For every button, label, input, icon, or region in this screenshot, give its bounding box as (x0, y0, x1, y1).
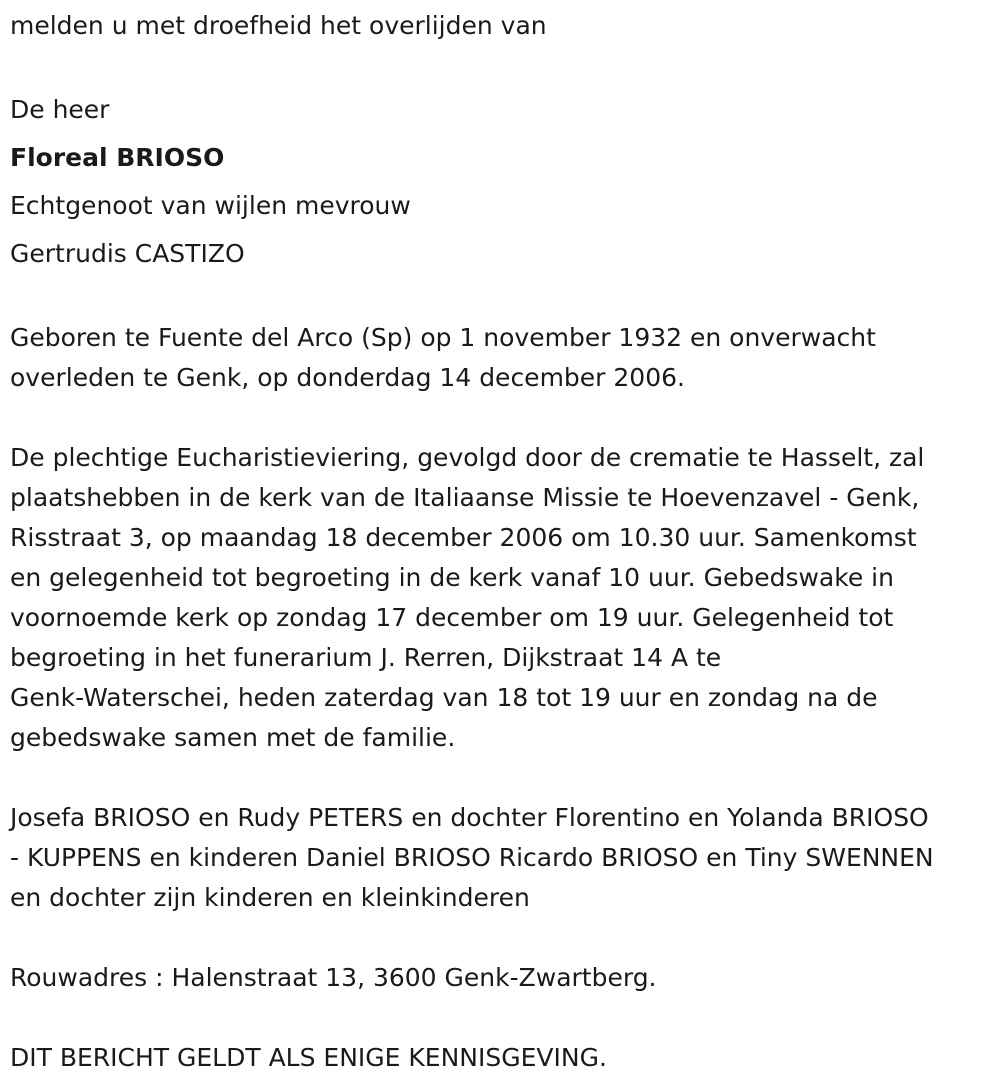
spouse-line-2: Gertrudis CASTIZO (10, 239, 245, 268)
spacer (10, 918, 995, 958)
paragraph-line: Genk-Waterschei, heden zaterdag van 18 tot 19 uur en zondag na de (10, 683, 878, 712)
deceased-block (10, 86, 995, 278)
spacer (10, 758, 995, 798)
spacer (10, 398, 995, 438)
paragraph-line: en dochter zijn kinderen en kleinkinderen (10, 883, 530, 912)
deceased-name: Floreal BRIOSO (10, 143, 225, 172)
spacer (10, 998, 995, 1038)
title-line: De heer (10, 95, 110, 124)
paragraph-line: Josefa BRIOSO en Rudy PETERS en dochter Florentino en Yolanda BRIOSO (10, 803, 929, 832)
closing-line: DIT BERICHT GELDT ALS ENIGE KENNISGEVING. (10, 1043, 607, 1072)
spacer (10, 278, 995, 318)
birth-death-paragraph (10, 318, 995, 398)
paragraph-line: overleden te Genk, op donderdag 14 december 2006. (10, 363, 685, 392)
paragraph-line: begroeting in het funerarium J. Rerren, Dijkstraat 14 A te (10, 643, 722, 672)
spacer (10, 46, 995, 86)
ceremony-paragraph (10, 438, 995, 758)
paragraph-line: gebedswake samen met de familie. (10, 723, 456, 752)
paragraph-line: en gelegenheid tot begroeting in de kerk vanaf 10 uur. Gebedswake in (10, 563, 894, 592)
address-line: Rouwadres : Halenstraat 13, 3600 Genk-Zwartberg. (10, 963, 657, 992)
paragraph-line: plaatshebben in de kerk van de Italiaanse Missie te Hoevenzavel - Genk, (10, 483, 920, 512)
intro-line: melden u met droefheid het overlijden van (10, 11, 547, 40)
family-paragraph (10, 798, 995, 918)
paragraph-line: - KUPPENS en kinderen Daniel BRIOSO Ricardo BRIOSO en Tiny SWENNEN (10, 843, 934, 872)
paragraph-line: De plechtige Eucharistieviering, gevolgd door de crematie te Hasselt, zal (10, 443, 925, 472)
spouse-line-1: Echtgenoot van wijlen mevrouw (10, 191, 411, 220)
paragraph-line: voornoemde kerk op zondag 17 december om 19 uur. Gelegenheid tot (10, 603, 894, 632)
paragraph-line: Risstraat 3, op maandag 18 december 2006 om 10.30 uur. Samenkomst (10, 523, 917, 552)
paragraph-line: Geboren te Fuente del Arco (Sp) op 1 november 1932 en onverwacht (10, 323, 876, 352)
death-notice (10, 6, 995, 1078)
